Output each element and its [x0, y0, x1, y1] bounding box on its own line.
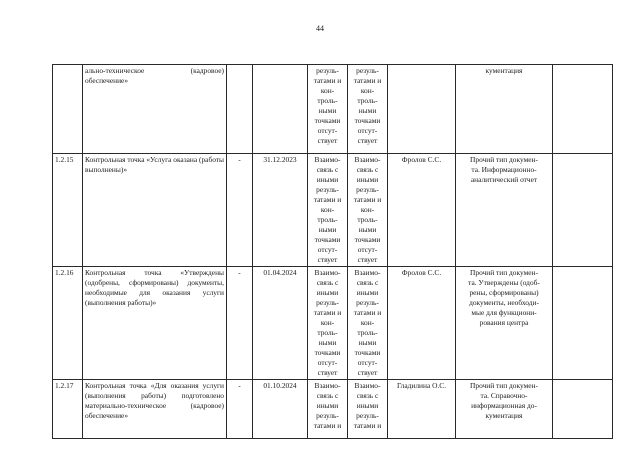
- relation-text-line: кон-: [360, 205, 375, 214]
- relation-text-line: иными: [316, 288, 339, 297]
- relation-text-line: татами и: [353, 76, 382, 85]
- row-number-cell: 1.2.16: [53, 267, 83, 380]
- relation-text-line: отсут-: [317, 245, 338, 254]
- relation-text-line: татами и: [353, 308, 382, 317]
- relation-text-line: татами и: [313, 76, 342, 85]
- base-date-cell: [227, 65, 253, 154]
- relation-text-line: резуль-: [356, 66, 379, 75]
- relation-text-line: кон-: [360, 86, 375, 95]
- document-type-line: Прочий тип докумен-: [470, 268, 538, 277]
- responsible-person-cell: Фролов С.С.: [388, 154, 456, 267]
- document-type-line: та. Информационно-: [471, 165, 537, 174]
- relation-text-line: иными: [316, 401, 339, 410]
- relation-text-line: связь с: [316, 165, 339, 174]
- relation-text-line: троль-: [317, 96, 338, 105]
- relation-text-line: Взаимо-: [314, 381, 341, 390]
- document-type-line: мые для функциони-: [471, 308, 537, 317]
- relation-text-line: иными: [356, 288, 379, 297]
- relation-text-line: ствует: [317, 255, 338, 264]
- relation-text-line: ными: [358, 225, 377, 234]
- table-row: [53, 380, 613, 439]
- relation-text-line: точками: [314, 348, 341, 357]
- deadline-date-cell: 01.04.2024: [253, 267, 308, 380]
- responsible-person-cell: Гладилина О.С.: [388, 380, 456, 439]
- relation-text-line: точками: [354, 348, 381, 357]
- responsible-person-cell: Фролов С.С.: [388, 267, 456, 380]
- document-type-line: информационная до-: [471, 401, 537, 410]
- relation-text-line: иными: [356, 401, 379, 410]
- relation-text-line: ствует: [357, 368, 378, 377]
- relation-text-line: резуль-: [356, 298, 379, 307]
- document-type-line: кументация: [485, 411, 523, 420]
- document-type-line: Прочий тип докумен-: [470, 155, 538, 164]
- predecessor-relation-cell: [308, 65, 348, 154]
- relation-text-line: точками: [354, 235, 381, 244]
- document-type-cell: [456, 267, 553, 380]
- document-type-cell: [456, 380, 553, 439]
- relation-text-line: татами и: [353, 195, 382, 204]
- empty-cell: [553, 65, 613, 154]
- base-date-cell: -: [227, 154, 253, 267]
- control-points-table: [52, 64, 613, 439]
- deadline-date-cell: [253, 65, 308, 154]
- relation-text-line: Взаимо-: [314, 268, 341, 277]
- relation-text-line: резуль-: [356, 411, 379, 420]
- relation-text-line: Взаимо-: [354, 268, 381, 277]
- relation-text-line: ствует: [317, 136, 338, 145]
- control-point-name-cell: Контрольная точка «Для оказания услуги (выполнения работы) подготовлено материально-техническое (кадровое) обеспечение»: [83, 380, 227, 439]
- base-date-cell: -: [227, 267, 253, 380]
- empty-cell: [553, 267, 613, 380]
- row-number-cell: 1.2.15: [53, 154, 83, 267]
- successor-relation-cell: [348, 154, 388, 267]
- relation-text-line: отсут-: [357, 126, 378, 135]
- relation-text-line: татами и: [353, 421, 382, 430]
- relation-text-line: кон-: [320, 205, 335, 214]
- document-type-line: Прочий тип докумен-: [470, 381, 538, 390]
- relation-text-line: ными: [358, 106, 377, 115]
- relation-text-line: отсут-: [357, 358, 378, 367]
- predecessor-relation-cell: [308, 154, 348, 267]
- deadline-date-cell: 31.12.2023: [253, 154, 308, 267]
- relation-text-line: иными: [356, 175, 379, 184]
- relation-text-line: троль-: [357, 215, 378, 224]
- relation-text-line: связь с: [316, 278, 339, 287]
- successor-relation-cell: [348, 65, 388, 154]
- relation-text-line: татами и: [313, 421, 342, 430]
- relation-text-line: отсут-: [317, 358, 338, 367]
- successor-relation-cell: [348, 380, 388, 439]
- relation-text-line: резуль-: [316, 411, 339, 420]
- base-date-cell: -: [227, 380, 253, 439]
- relation-text-line: троль-: [357, 96, 378, 105]
- relation-text-line: Взаимо-: [314, 155, 341, 164]
- control-point-name-cell: Контрольная точка «Утверждены (одобрены, сформированы) документы, необходимые для оказания услуги (выполнения работы)»: [83, 267, 227, 380]
- relation-text-line: резуль-: [316, 185, 339, 194]
- control-point-name-cell: Контрольная точка «Услуга оказана (работы выполнены)»: [83, 154, 227, 267]
- relation-text-line: резуль-: [316, 66, 339, 75]
- row-number-cell: [53, 65, 83, 154]
- document-type-line: та. Справочно-: [480, 391, 528, 400]
- document-type-cell: [456, 154, 553, 267]
- document-type-line: рования центра: [479, 318, 529, 327]
- relation-text-line: ными: [318, 338, 337, 347]
- predecessor-relation-cell: [308, 380, 348, 439]
- page-number: 44: [316, 24, 324, 33]
- predecessor-relation-cell: [308, 267, 348, 380]
- relation-text-line: ствует: [357, 136, 378, 145]
- table-row: [53, 154, 613, 267]
- relation-text-line: ными: [318, 225, 337, 234]
- table-row: [53, 65, 613, 154]
- empty-cell: [553, 380, 613, 439]
- relation-text-line: точками: [314, 235, 341, 244]
- table-row: [53, 267, 613, 380]
- relation-text-line: точками: [354, 116, 381, 125]
- document-type-line: рены, сформированы): [469, 288, 539, 297]
- relation-text-line: отсут-: [357, 245, 378, 254]
- deadline-date-cell: 01.10.2024: [253, 380, 308, 439]
- document-type-line: документы, необходи-: [469, 298, 539, 307]
- relation-text-line: связь с: [356, 278, 379, 287]
- relation-text-line: ными: [358, 338, 377, 347]
- empty-cell: [553, 154, 613, 267]
- relation-text-line: связь с: [356, 391, 379, 400]
- document-type-line: аналитический отчет: [470, 175, 538, 184]
- document-type-line: кументация: [485, 66, 523, 75]
- relation-text-line: троль-: [317, 328, 338, 337]
- successor-relation-cell: [348, 267, 388, 380]
- relation-text-line: Взаимо-: [354, 381, 381, 390]
- relation-text-line: отсут-: [317, 126, 338, 135]
- relation-text-line: кон-: [360, 318, 375, 327]
- relation-text-line: иными: [316, 175, 339, 184]
- document-type-cell: [456, 65, 553, 154]
- relation-text-line: связь с: [316, 391, 339, 400]
- relation-text-line: ствует: [357, 255, 378, 264]
- relation-text-line: Взаимо-: [354, 155, 381, 164]
- control-point-name-cell: ально-техническое (кадровое) обеспечение»: [83, 65, 227, 154]
- relation-text-line: ными: [318, 106, 337, 115]
- relation-text-line: связь с: [356, 165, 379, 174]
- document-type-line: та. Утверждены (одоб-: [468, 278, 540, 287]
- relation-text-line: кон-: [320, 318, 335, 327]
- relation-text-line: троль-: [357, 328, 378, 337]
- row-number-cell: 1.2.17: [53, 380, 83, 439]
- relation-text-line: резуль-: [316, 298, 339, 307]
- responsible-person-cell: [388, 65, 456, 154]
- relation-text-line: резуль-: [356, 185, 379, 194]
- relation-text-line: кон-: [320, 86, 335, 95]
- relation-text-line: ствует: [317, 368, 338, 377]
- relation-text-line: точками: [314, 116, 341, 125]
- relation-text-line: татами и: [313, 195, 342, 204]
- relation-text-line: троль-: [317, 215, 338, 224]
- relation-text-line: татами и: [313, 308, 342, 317]
